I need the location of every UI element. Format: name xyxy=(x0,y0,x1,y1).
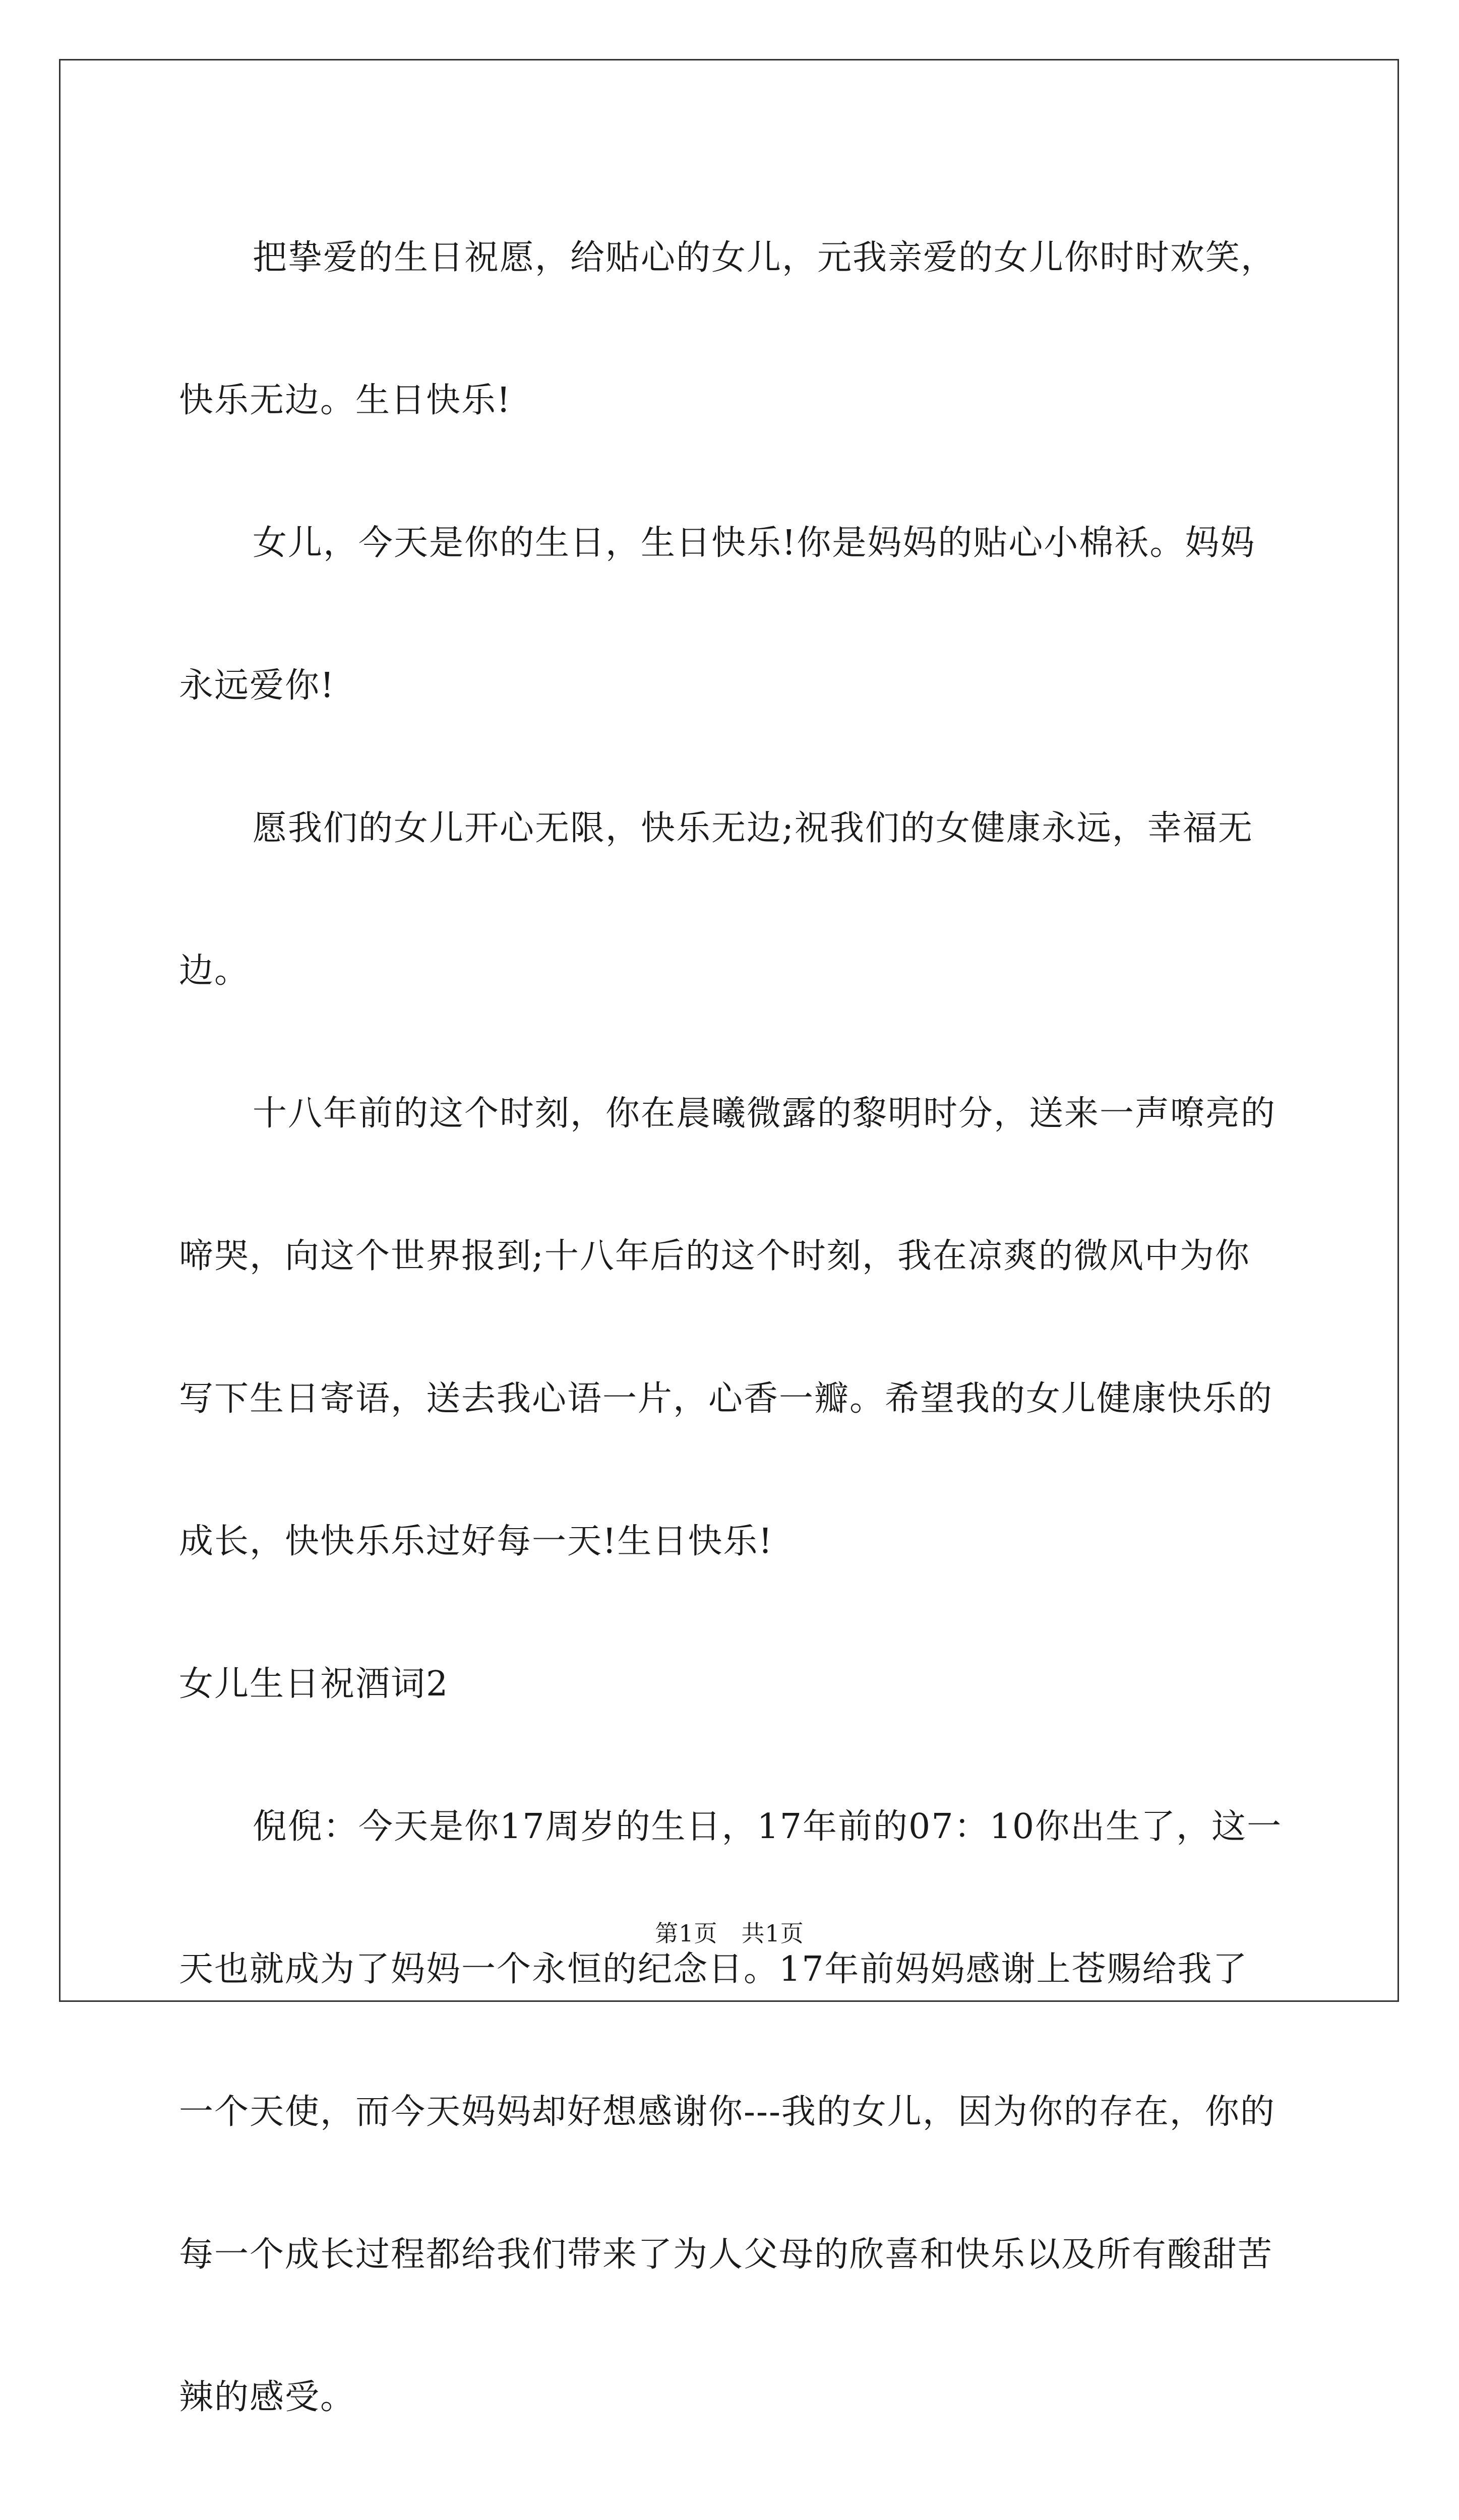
document-body xyxy=(179,186,1283,2520)
section-heading: 女儿生日祝酒词2 xyxy=(179,1664,449,1704)
page-footer: 第1页 共1页 xyxy=(655,1920,804,1947)
paragraph-4: 十八年前的这个时刻，你在晨曦微露的黎明时分，送来一声嘹亮的啼哭，向这个世界报到;十八年后的这个时刻，我在凉爽的微风中为你写下生日寄语，送去我心语一片，心香一瓣。希望我的女儿健康快乐的成长，快快乐乐过好每一天!生日快乐! xyxy=(179,1094,1276,1561)
paragraph-3: 愿我们的女儿开心无限，快乐无边;祝我们的女健康永远，幸福无边。 xyxy=(179,808,1253,991)
paragraph-5: 倪倪：今天是你17周岁的生日，17年前的07：10你出生了，这一天也就成为了妈妈一个永恒的纪念日。17年前妈妈感谢上苍赐给我了一个天使，而今天妈妈却好想感谢你---我的女儿，因为你的存在，你的每一个成长过程都给我们带来了为人父母的欣喜和快乐以及所有酸甜苦辣的感受。 xyxy=(179,1807,1283,2417)
paragraph-2: 女儿，今天是你的生日，生日快乐!你是妈妈的贴心小棉袄。妈妈永远爱你! xyxy=(179,523,1256,706)
paragraph-1: 把挚爱的生日祝愿，给贴心的女儿，元我亲爱的女儿你时时欢笑，快乐无边。生日快乐! xyxy=(179,238,1276,420)
paragraph-6 xyxy=(179,2469,1283,2520)
